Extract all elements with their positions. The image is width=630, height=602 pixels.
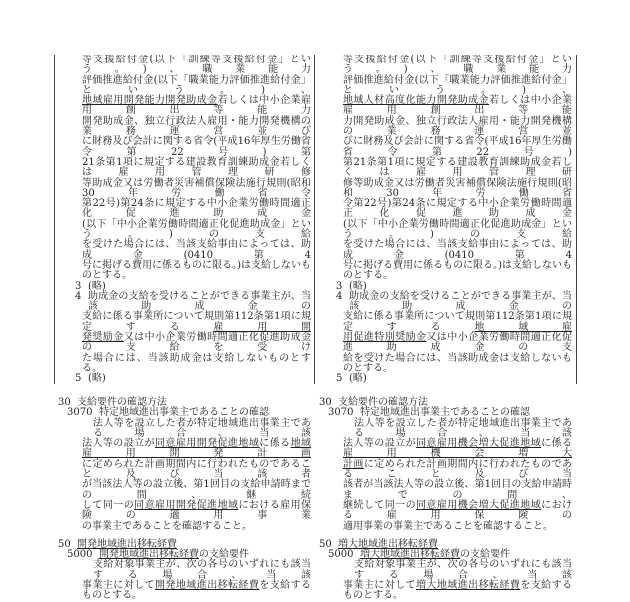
text-segment: 又は中小企業労働時間適正化促進助成金の支	[343, 332, 573, 354]
text-segment: における雇用保険の	[343, 499, 573, 522]
text-line	[55, 55, 313, 76]
column-divider	[314, 55, 315, 384]
text-segment: 評価推進給付金(以下「職業能力評価推進給付金」という。)、	[343, 74, 572, 96]
line-text	[343, 333, 572, 354]
amended-term: 同意雇用機会増大促進地域	[416, 438, 542, 450]
line-text	[343, 76, 572, 97]
line-text	[354, 560, 572, 581]
text-line	[55, 439, 313, 460]
text-line	[55, 522, 313, 532]
item-number: 3070	[67, 407, 93, 419]
text-line	[316, 354, 574, 375]
item-number: 50	[319, 538, 332, 550]
text-segment: 評価推進給付金(以下「職業能力評価推進給付金」という。)、	[82, 74, 311, 96]
text-line	[316, 220, 574, 241]
text-segment: 継続して同一の	[343, 499, 416, 511]
text-segment: 若しくは中小企業雇用創出等能	[343, 95, 573, 117]
text-segment: 特定地域進出事業主であることの確認	[360, 407, 530, 419]
line-text	[82, 240, 311, 261]
line-text	[343, 581, 572, 602]
text-segment: 法人等を設立した者が特定地域進出事業主である場合、当該	[354, 417, 572, 439]
item-number: 5000	[67, 549, 93, 561]
text-segment: (略)	[349, 373, 367, 385]
text-segment: 法人等の設立が	[343, 438, 416, 450]
text-segment: 適用事業の事業主であることを確認すること。	[343, 520, 553, 532]
amended-term: 開発地域進出移転経費	[155, 580, 260, 592]
text-segment: 若しくは中小企業雇用創出等能力	[82, 95, 312, 117]
item-number: 3	[75, 280, 82, 292]
text-segment: 事業主に対して	[82, 580, 155, 592]
line-text	[82, 96, 311, 117]
text-line	[55, 581, 313, 602]
text-line	[55, 333, 313, 354]
text-line	[316, 158, 574, 179]
line-text	[88, 374, 311, 384]
text-segment: 法人等を設立した者が特定地域進出事業主である場合、当該	[93, 417, 311, 439]
amended-term: 用促進特別奨励金	[343, 332, 427, 344]
text-segment: 等助成金又は労働者災害補償保険法施行規則(昭和30年労働省令	[82, 177, 311, 199]
line-text	[343, 460, 572, 481]
line-text	[82, 199, 311, 220]
line-text	[82, 55, 311, 76]
line-text	[343, 96, 572, 117]
item-number: 5	[75, 373, 82, 385]
text-line	[316, 117, 574, 138]
text-segment: 支給に係る事業所について規則第112条第1項に規定する	[343, 311, 572, 333]
text-line	[316, 439, 574, 460]
line-text	[88, 292, 311, 313]
text-line	[55, 158, 313, 179]
amended-term: 雇用機会増大	[343, 448, 572, 460]
text-segment: の支給要件	[199, 549, 249, 561]
line-text	[93, 419, 311, 440]
text-line	[55, 76, 313, 97]
text-line	[55, 560, 313, 581]
text-line	[316, 581, 574, 602]
text-line	[316, 501, 574, 522]
text-segment: が当該法人等の設立後、第1回目の支給申請時までの間、継続	[82, 479, 311, 501]
amended-term: 開発地域進出移転経費	[99, 549, 199, 561]
line-text	[82, 179, 311, 200]
text-segment: 支給要件の確認方法	[77, 397, 167, 408]
text-segment: 号に掲げる費用に係るものに限る。)は支給しないものとする。	[343, 259, 572, 282]
text-line	[55, 137, 313, 158]
text-segment: 又は中小企業労働時間適正化促進助成金の支給を受け	[82, 332, 312, 354]
text-line	[316, 333, 574, 354]
text-segment: を支給するものとする。	[82, 580, 312, 602]
text-segment: (略)	[88, 280, 106, 292]
text-line	[316, 240, 574, 261]
text-line	[316, 312, 574, 333]
text-line	[316, 55, 574, 76]
item-number: 50	[58, 538, 71, 550]
line-text	[82, 117, 311, 138]
amended-term: 開発地域進出移転経費	[77, 538, 177, 550]
item-number: 3	[336, 280, 343, 292]
item-number: 30	[58, 397, 71, 408]
line-text	[343, 501, 572, 522]
right-column-text	[316, 55, 574, 602]
text-segment: びに財務及び会計に関する省令(平成16年厚生労働省令第22号)	[343, 136, 572, 158]
text-segment: 支給対象事業主が、次の各号のいずれにも該当する場合、当該	[93, 559, 311, 581]
line-text	[343, 522, 572, 532]
text-segment: 令第22号)第24条に規定する中小企業労働時間適正化促進助成金	[343, 198, 572, 220]
line-text	[93, 560, 311, 581]
amended-term: 増大地域進出移転経費	[416, 580, 521, 592]
item-number: 5000	[328, 549, 354, 561]
line-text	[343, 354, 572, 375]
text-segment: 21条第1項に規定する建設教育訓練助成金若しくは雇用管理研修	[82, 156, 311, 179]
text-line	[316, 76, 574, 97]
text-segment: 特定地域進出事業主であることの確認	[99, 407, 269, 419]
text-line	[316, 199, 574, 220]
line-text	[349, 292, 572, 313]
text-line	[55, 480, 313, 501]
text-segment: 支給対象事業主が、次の各号のいずれにも該当する場合、当該	[354, 559, 572, 581]
list-item	[55, 374, 313, 384]
item-number: 5	[336, 373, 343, 385]
text-segment: 事業主に対して	[343, 580, 416, 592]
line-text	[343, 158, 572, 179]
line-text	[82, 522, 311, 532]
text-line	[55, 117, 313, 138]
text-segment: に係る	[541, 438, 573, 450]
line-text	[343, 312, 572, 333]
amended-term: 発奨励金	[82, 332, 124, 344]
line-text	[343, 55, 572, 76]
text-segment: 該者が当該法人等の設立後、第1回目の支給申請時までの間、	[343, 479, 572, 501]
text-line	[55, 419, 313, 440]
line-text	[343, 220, 572, 241]
line-text	[349, 374, 572, 384]
spacer	[55, 385, 313, 399]
text-line	[55, 199, 313, 220]
text-line	[316, 522, 574, 532]
text-segment: に財務及び会計に関する省令(平成16年厚生労働省令第22号)第	[82, 136, 311, 158]
text-segment: を受けた場合には、当該支給事由によっては、助成金(0410第4	[343, 239, 572, 261]
text-segment: 助成金の支給を受けることができる事業主が、当該助成金の	[349, 290, 572, 313]
line-text	[343, 439, 572, 460]
text-segment: 等支援給付金(以下「訓練等支援給付金」という。)、職業能力	[343, 55, 572, 76]
line-text	[343, 117, 572, 138]
line-text	[82, 158, 311, 179]
line-text	[343, 179, 572, 200]
item-number: 4	[75, 290, 82, 302]
text-segment: 助成金の支給を受けることができる事業主が、当該助成金の	[88, 290, 311, 313]
amended-term: 地域人材高度化能力開発助成金	[343, 95, 489, 107]
line-text	[343, 480, 572, 501]
text-line	[316, 261, 574, 282]
amended-term: 増大地域進出移転経費	[338, 538, 438, 550]
line-text	[343, 240, 572, 261]
text-line	[316, 137, 574, 158]
text-segment: (以下「中小企業労働時間適正化促進助成金」という。)の支給	[343, 218, 572, 241]
line-text	[82, 220, 311, 241]
line-text	[82, 439, 311, 460]
text-line	[316, 179, 574, 200]
text-segment: を支給するものとする。	[343, 580, 573, 602]
text-segment: 第21条第1項に規定する建設教育訓練助成金若しくは雇用管理研	[343, 156, 572, 179]
line-text	[82, 480, 311, 501]
item-number: 4	[336, 290, 343, 302]
text-segment: における雇用保険の適用事業	[82, 499, 312, 522]
text-segment: 法人等の設立が	[82, 438, 155, 450]
line-text	[343, 261, 572, 282]
line-text	[82, 76, 311, 97]
text-line	[55, 240, 313, 261]
line-text	[82, 333, 311, 354]
text-segment: 等支援給付金(以下「訓練等支援給付金」という。)、職業能力	[82, 55, 311, 76]
text-line	[316, 560, 574, 581]
line-text	[82, 137, 311, 158]
amended-term: 雇用開	[213, 321, 312, 333]
text-segment: に係る	[259, 438, 291, 450]
text-segment: の支給要件	[460, 549, 510, 561]
amended-term: 同意雇用機会増大促進地域	[416, 499, 542, 511]
text-line	[316, 96, 574, 117]
text-segment: 修等助成金又は労働者災害補償保険法施行規則(昭和30年労働省	[343, 177, 572, 199]
text-segment: 給を受けた場合には、当該助成金は支給しないものとする。	[343, 352, 572, 374]
list-item	[316, 292, 574, 313]
line-text	[82, 261, 311, 282]
text-line	[55, 220, 313, 241]
line-text	[343, 137, 572, 158]
line-text	[343, 199, 572, 220]
text-line	[55, 96, 313, 117]
spacer	[316, 385, 574, 399]
text-segment: た場合には、当該助成金は支給しないものとする。	[82, 352, 311, 374]
amended-term: 地域雇用開発能力開発助成金	[82, 95, 218, 107]
line-text	[82, 581, 311, 602]
text-segment: に定められた計画期間内に行われたものであること及び当	[343, 458, 573, 481]
left-column-text	[55, 55, 313, 602]
text-line	[55, 354, 313, 375]
amended-term: 計画	[343, 458, 364, 470]
text-segment: を受けた場合には、当該支給事由によっては、助成金(0410第4	[82, 239, 311, 261]
amended-term: 地域雇	[474, 321, 573, 333]
text-line	[316, 460, 574, 481]
list-item	[55, 292, 313, 313]
text-segment: (略)	[88, 373, 106, 385]
text-line	[316, 419, 574, 440]
text-segment: して同一の	[82, 499, 135, 511]
text-line	[55, 312, 313, 333]
text-segment: 号に掲げる費用に係るものに限る。)は支給しないものとする。	[82, 259, 311, 282]
text-line	[55, 501, 313, 522]
text-segment: に定められた計画期間内に行われたものであること及び当該者	[82, 458, 311, 481]
line-text	[82, 501, 311, 522]
line-text	[82, 312, 311, 333]
text-line	[55, 179, 313, 200]
amended-term: 同意雇用開発促進地域	[155, 438, 260, 450]
line-text	[82, 460, 311, 481]
table-right-border	[576, 55, 577, 384]
text-segment: 第22号)第24条に規定する中小企業労働時間適正化促進助成金	[82, 198, 311, 220]
text-segment: (略)	[349, 280, 367, 292]
text-segment: の事業主であることを確認すること。	[82, 520, 252, 532]
amended-term: 同意雇用開発促進地域	[134, 499, 239, 511]
amended-term: 増大地域進出移転経費	[360, 549, 460, 561]
text-line	[55, 460, 313, 481]
text-segment: 開発助成金、独立行政法人雇用・能力開発機構の業務運営並び	[82, 115, 311, 138]
text-segment: 支給要件の確認方法	[338, 397, 428, 408]
amended-term: 地域雇用開発計画	[82, 438, 312, 460]
text-segment: 力開発助成金、独立行政法人雇用・能力開発機構の業務運営並	[343, 115, 572, 138]
text-segment: (以下「中小企業労働時間適正化促進助成金」という。)の支給	[82, 218, 311, 241]
text-line	[55, 261, 313, 282]
line-text	[354, 419, 572, 440]
item-number: 3070	[328, 407, 354, 419]
line-text	[82, 354, 311, 375]
list-item	[316, 374, 574, 384]
text-line	[316, 480, 574, 501]
item-number: 30	[319, 397, 332, 408]
text-segment: 支給に係る事業所について規則第112条第1項に規定する	[82, 311, 311, 333]
